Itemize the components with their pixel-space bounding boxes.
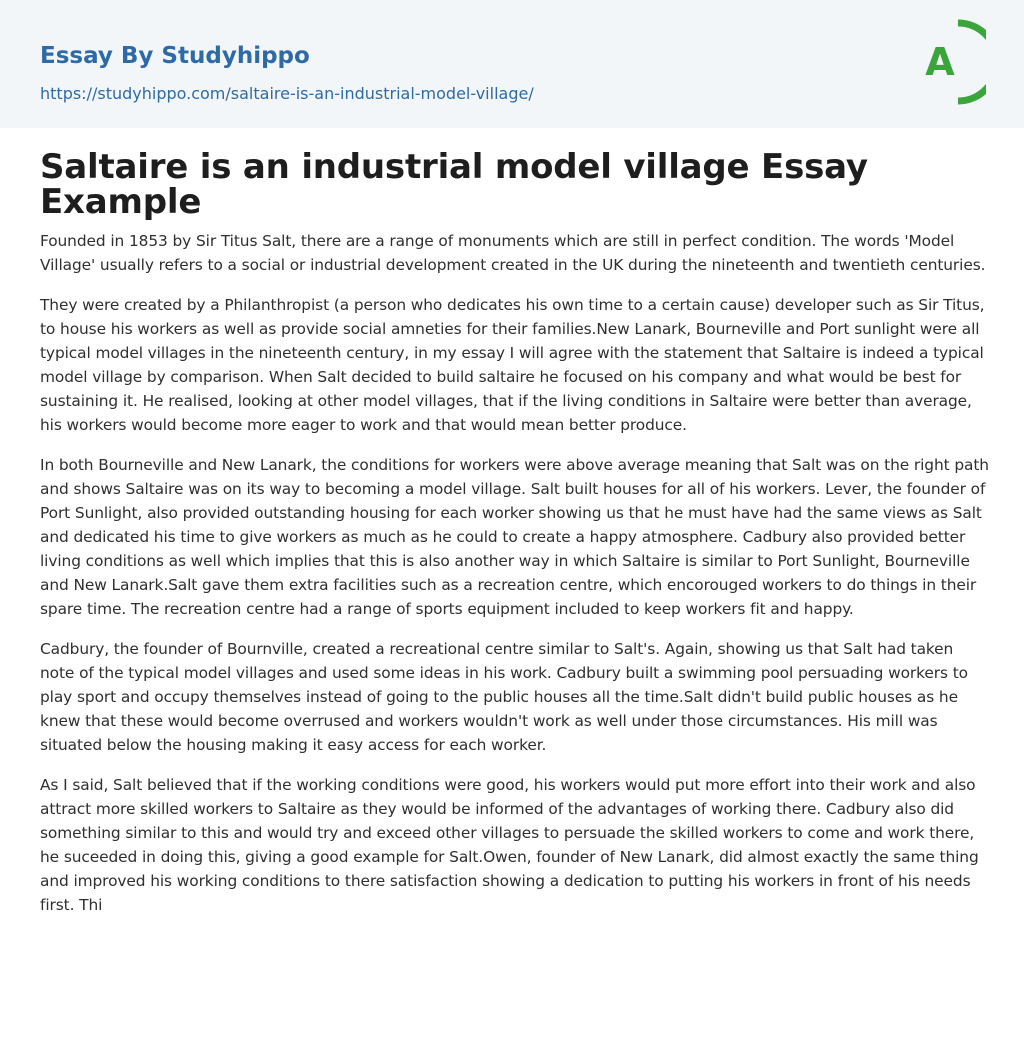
essay-paragraph: Founded in 1853 by Sir Titus Salt, there are a range of monuments which are still in perfect condition. The words 'Model Village' usually refers to a social or industrial development created in the UK during the nineteenth and twentieth centuries. — [40, 232, 986, 274]
site-header — [0, 0, 1024, 128]
logo-ring — [958, 23, 986, 101]
logo-letter: A — [925, 40, 955, 84]
essay-paragraph: Cadbury, the founder of Bournville, created a recreational centre similar to Salt's. Again, showing us that Salt had taken note of the typical model villages and used some ideas in his work. Cadbury built a swimming pool persuading workers to play sport and occupy themselves instead of going to the public houses all the time.Salt didn't build public houses as he knew that these would become overrused and workers wouldn't work as well under those circumstances. His mill was situated below the housing making it easy access for each worker. — [40, 640, 968, 754]
studyhippo-logo-icon[interactable] — [912, 19, 986, 105]
essay-paragraph: They were created by a Philanthropist (a person who dedicates his own time to a certain cause) developer such as Sir Titus, to house his workers as well as provide social amneties for their families.New Lanark, Bourneville and Port sunlight were all typical model villages in the nineteenth century, in my essay I will agree with the statement that Saltaire is indeed a typical model village by comparison. When Salt decided to build saltaire he focused on his company and what would be best for sustaining it. He realised, looking at other model villages, that if the living conditions in Saltaire were better than average, his workers would become more eager to work and that would mean better produce. — [40, 296, 985, 434]
essay-paragraph: As I said, Salt believed that if the working conditions were good, his workers would put more effort into their work and also attract more skilled workers to Saltaire as they would be informed of the advantages of working there. Cadbury also did something similar to this and would try and exceed other villages to persuade the skilled workers to come and work there, he suceeded in doing this, giving a good example for Salt.Owen, founder of New Lanark, did almost exactly the same thing and improved his working conditions to there satisfaction showing a dedication to putting his workers in front of his needs first. Thi — [40, 776, 979, 914]
essay-paragraph: In both Bourneville and New Lanark, the conditions for workers were above average meaning that Salt was on the right path and shows Saltaire was on its way to becoming a model village. Salt built houses for all of his workers. Lever, the founder of Port Sunlight, also provided outstanding housing for each worker showing us that he must have had the same views as Salt and dedicated his time to give workers as much as he could to create a happy atmosphere. Cadbury also provided better living conditions as well which implies that this is also another way in which Saltaire is similar to Port Sunlight, Bourneville and New Lanark.Salt gave them extra facilities such as a recreation centre, which encorouged workers to do things in their spare time. The recreation centre had a range of sports equipment included to keep workers fit and happy. — [40, 456, 989, 618]
essay-url-link[interactable]: https://studyhippo.com/saltaire-is-an-industrial-model-village/ — [40, 84, 534, 103]
essay-body — [40, 229, 990, 933]
essay-title: Saltaire is an industrial model village Essay Example — [40, 147, 868, 222]
site-title[interactable]: Essay By Studyhippo — [40, 43, 310, 69]
